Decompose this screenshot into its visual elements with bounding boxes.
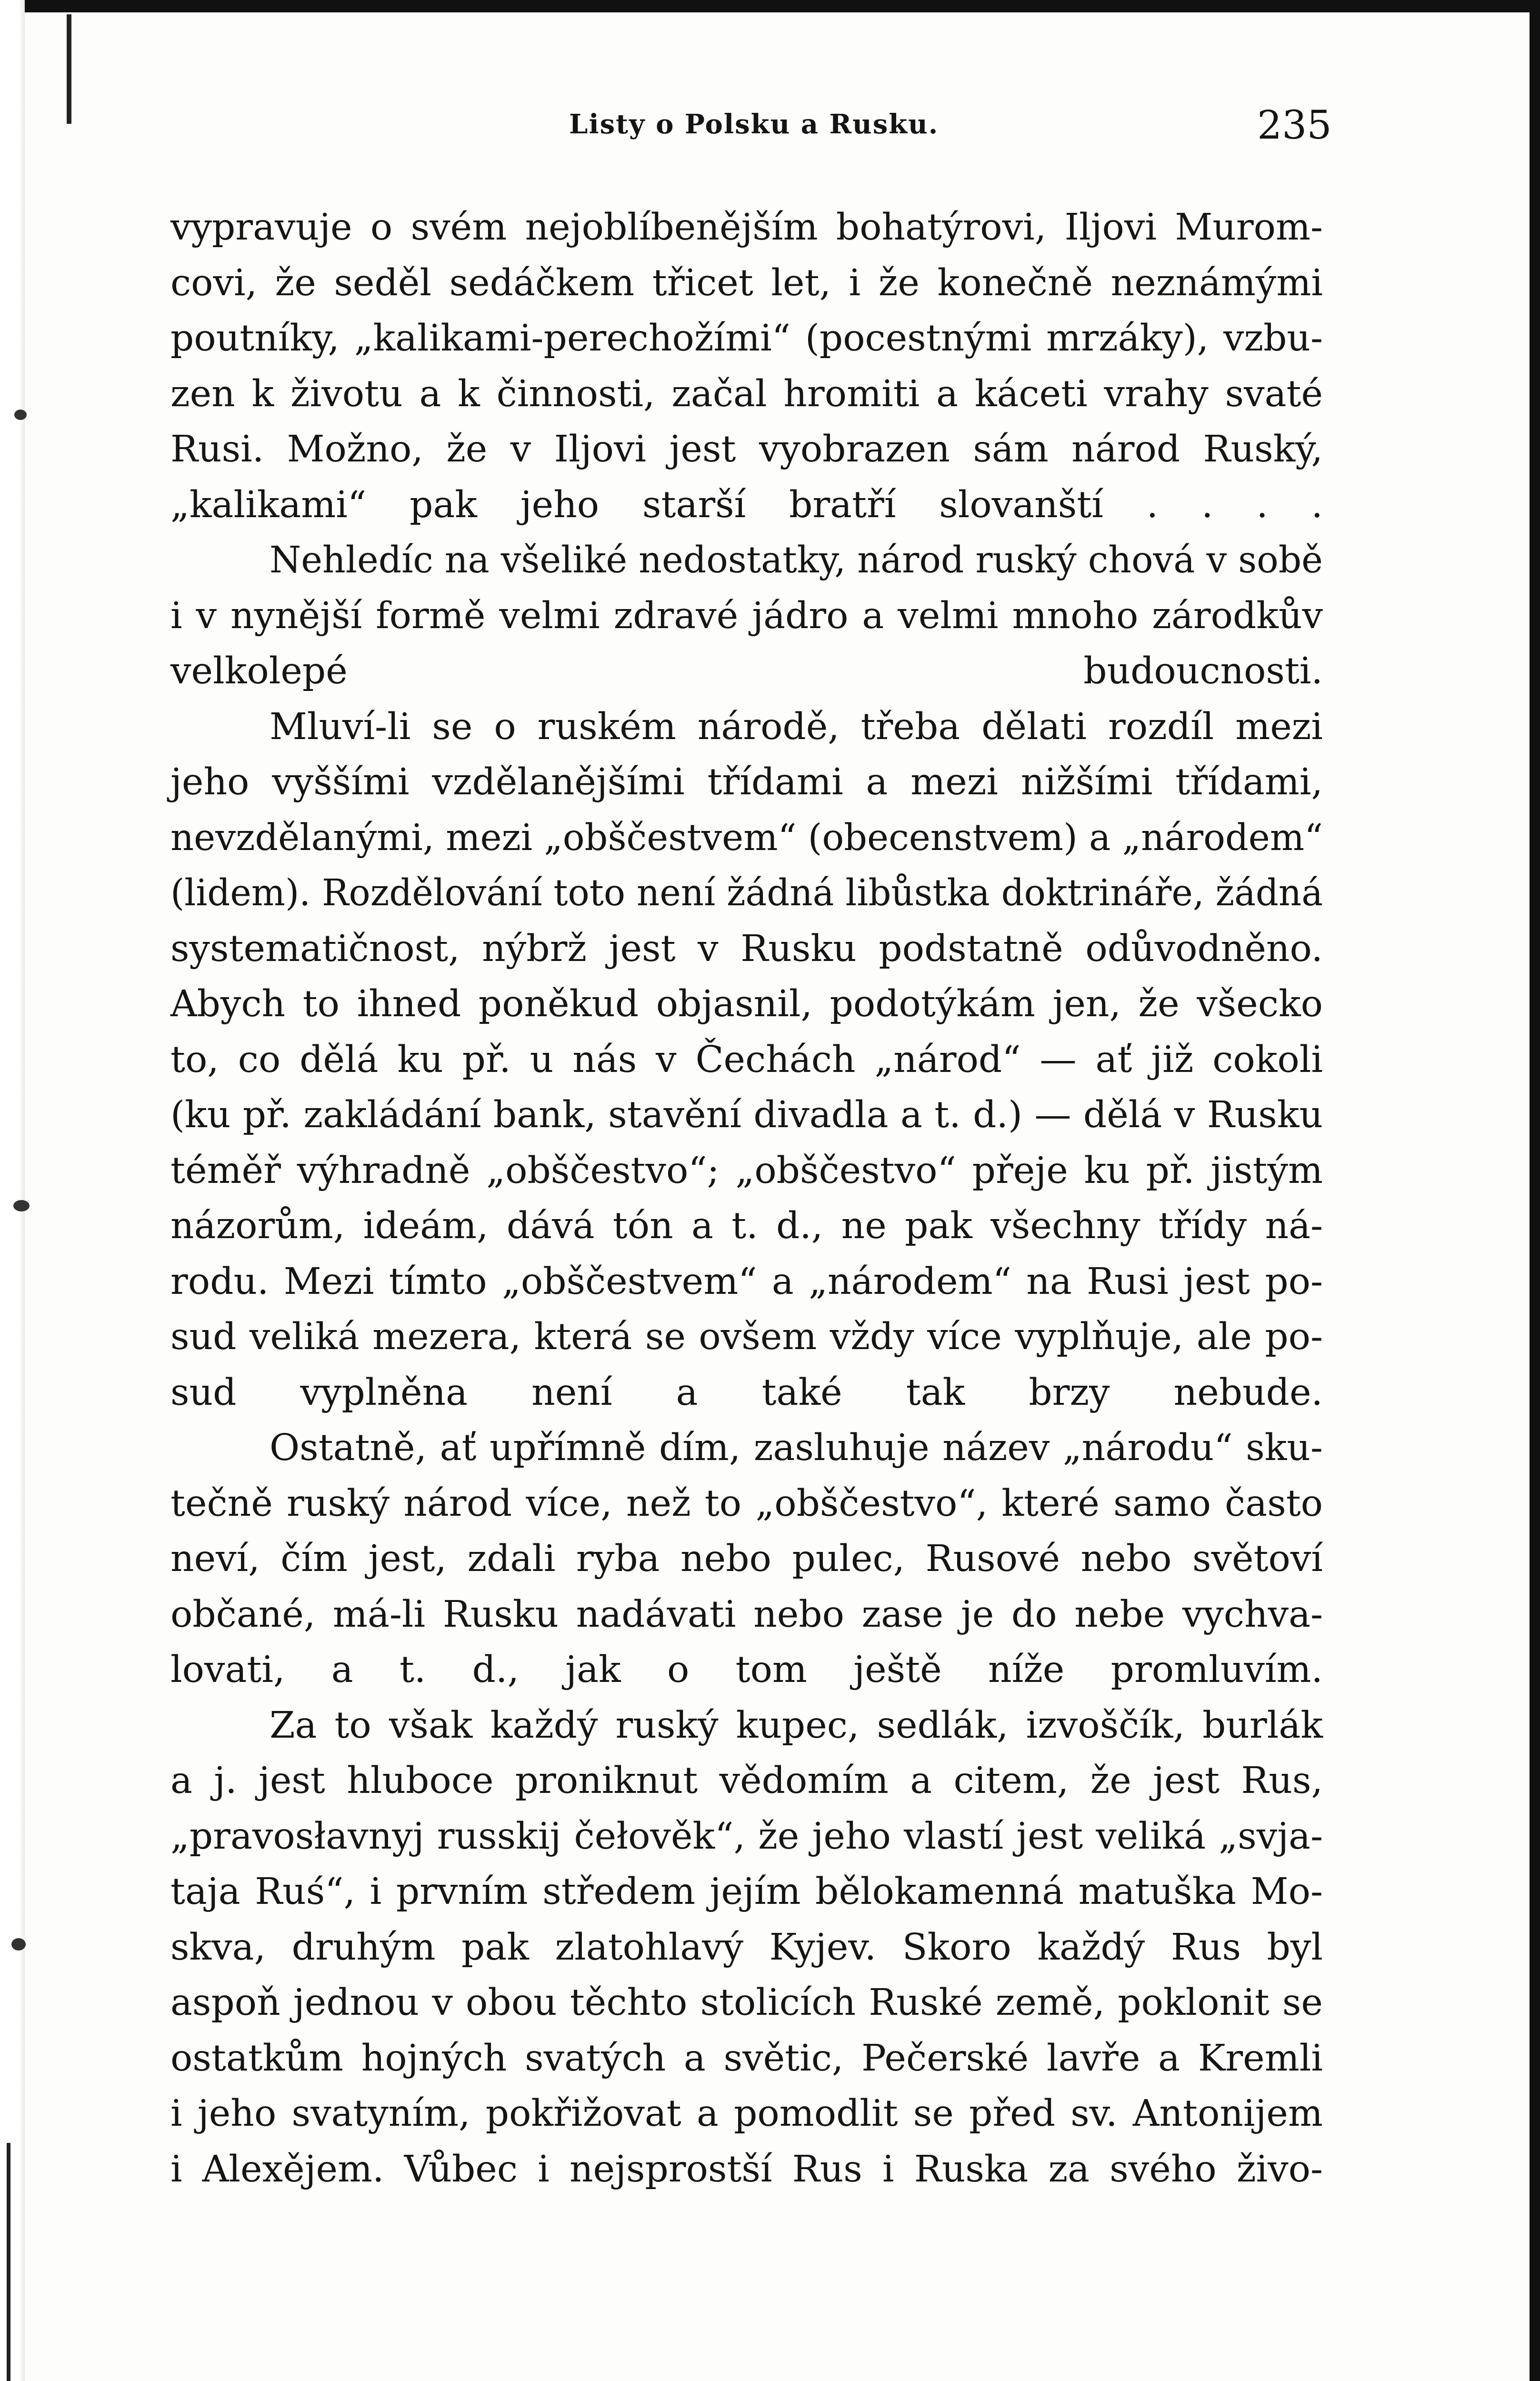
text-line: Rusi. Možno, že v Iljovi jest vyobrazen sám národ Ruský, — [170, 428, 1323, 470]
text-line: jeho vyššími vzdělanějšími třídami a mezi nižšími třídami, — [170, 761, 1323, 803]
paragraph-4 — [170, 1421, 1323, 1698]
text-line: i Alexějem. Vůbec i nejsprostší Rus i Ruska za svého živo- — [170, 2148, 1323, 2191]
text-line: občané, má-li Rusku nadávati nebo zase je do nebe vychva- — [170, 1593, 1323, 1636]
text-line: Za to však každý ruský kupec, sedlák, izvoščík, burlák — [270, 1704, 1323, 1747]
binding-mark-bottom — [7, 2143, 10, 2381]
paragraph-3 — [170, 700, 1323, 1421]
text-line: Nehledíc na všeliké nedostatky, národ ruský chová v sobě — [270, 539, 1323, 581]
body-text — [170, 200, 1323, 2197]
text-line: nevzdělanými, mezi „obščestvem“ (obecenstvem) a „národem“ — [170, 816, 1323, 859]
text-line: (ku př. zakládání bank, stavění divadla a t. d.) — dělá v Rusku — [170, 1094, 1323, 1136]
text-line: poutníky, „kalikami-perechožími“ (pocestnými mrzáky), vzbu- — [170, 317, 1323, 360]
text-line: velkolepé budoucnosti. — [170, 650, 1323, 692]
text-line: covi, že seděl sedáčkem třicet let, i že konečně neznámými — [170, 261, 1323, 304]
text-line: lovati, a t. d., jak o tom ještě níže promluvím. — [170, 1649, 1323, 1691]
text-line: aspoň jednou v obou těchto stolicích Ruské země, poklonit se — [170, 1981, 1323, 2024]
text-line: sud vyplněna není a také tak brzy nebude. — [170, 1371, 1323, 1414]
scan-speck — [13, 1200, 30, 1211]
scan-border-top — [0, 0, 1540, 12]
binding-mark-top — [67, 14, 71, 124]
text-line: sud veliká mezera, která se ovšem vždy více vyplňuje, ale po- — [170, 1316, 1323, 1358]
scan-speck — [11, 1938, 26, 1951]
text-line: a j. jest hluboce proniknut vědomím a citem, že jest Rus, — [170, 1760, 1323, 1802]
text-line: i v nynější formě velmi zdravé jádro a velmi mnoho zárodkův — [170, 594, 1323, 637]
paragraph-1 — [170, 200, 1323, 533]
text-line: téměř výhradně „obščestvo“; „obščestvo“ přeje ku př. jistým — [170, 1149, 1323, 1192]
scan-speck — [14, 410, 27, 420]
text-line: neví, čím jest, zdali ryba nebo pulec, Rusové nebo světoví — [170, 1538, 1323, 1580]
text-line: to, co dělá ku př. u nás v Čechách „národ“ — ať již cokoli — [170, 1038, 1323, 1081]
text-line: Mluví-li se o ruském národě, třeba dělati rozdíl mezi — [270, 705, 1323, 748]
text-line: názorům, ideám, dává tón a t. d., ne pak všechny třídy ná- — [170, 1205, 1323, 1247]
page-number: 235 — [1257, 103, 1332, 148]
paragraph-2 — [170, 533, 1323, 700]
text-line: taja Ruś“, i prvním středem jejím bělokamenná matuška Mo- — [170, 1871, 1323, 1913]
text-line: Abych to ihned poněkud objasnil, podotýkám jen, že všecko — [170, 983, 1323, 1025]
text-line: tečně ruský národ více, než to „obščestvo“, které samo často — [170, 1482, 1323, 1525]
text-line: i jeho svatyním, pokřižovat a pomodlit se před sv. Antonijem — [170, 2092, 1323, 2135]
text-line: rodu. Mezi tímto „obščestvem“ a „národem“ na Rusi jest po- — [170, 1260, 1323, 1303]
text-line: (lidem). Rozdělování toto není žádná libůstka doktrináře, žádná — [170, 872, 1323, 914]
text-line: „kalikami“ pak jeho starší bratří slovanští . . . . — [170, 483, 1323, 526]
running-title: Listy o Polsku a Rusku. — [569, 109, 939, 140]
page-gutter — [0, 0, 25, 2381]
text-line: systematičnost, nýbrž jest v Rusku podstatně odůvodněno. — [170, 927, 1323, 970]
text-line: ostatkům hojných svatých a světic, Pečerské lavře a Kremli — [170, 2037, 1323, 2080]
paragraph-5 — [170, 1698, 1323, 2198]
text-line: Ostatně, ať upřímně dím, zasluhuje název „národu“ sku- — [270, 1427, 1323, 1469]
text-line: skva, druhým pak zlatohlavý Kyjev. Skoro každý Rus byl — [170, 1926, 1323, 1969]
text-line: zen k životu a k činnosti, začal hromiti a káceti vrahy svaté — [170, 372, 1323, 415]
text-line: vypravuje o svém nejoblíbenějším bohatýrovi, Iljovi Murom- — [170, 206, 1323, 249]
scan-border-right — [1530, 0, 1540, 2381]
text-line: „pravosłavnyj russkij čełověk“, že jeho vlastí jest veliká „svja- — [170, 1815, 1323, 1858]
